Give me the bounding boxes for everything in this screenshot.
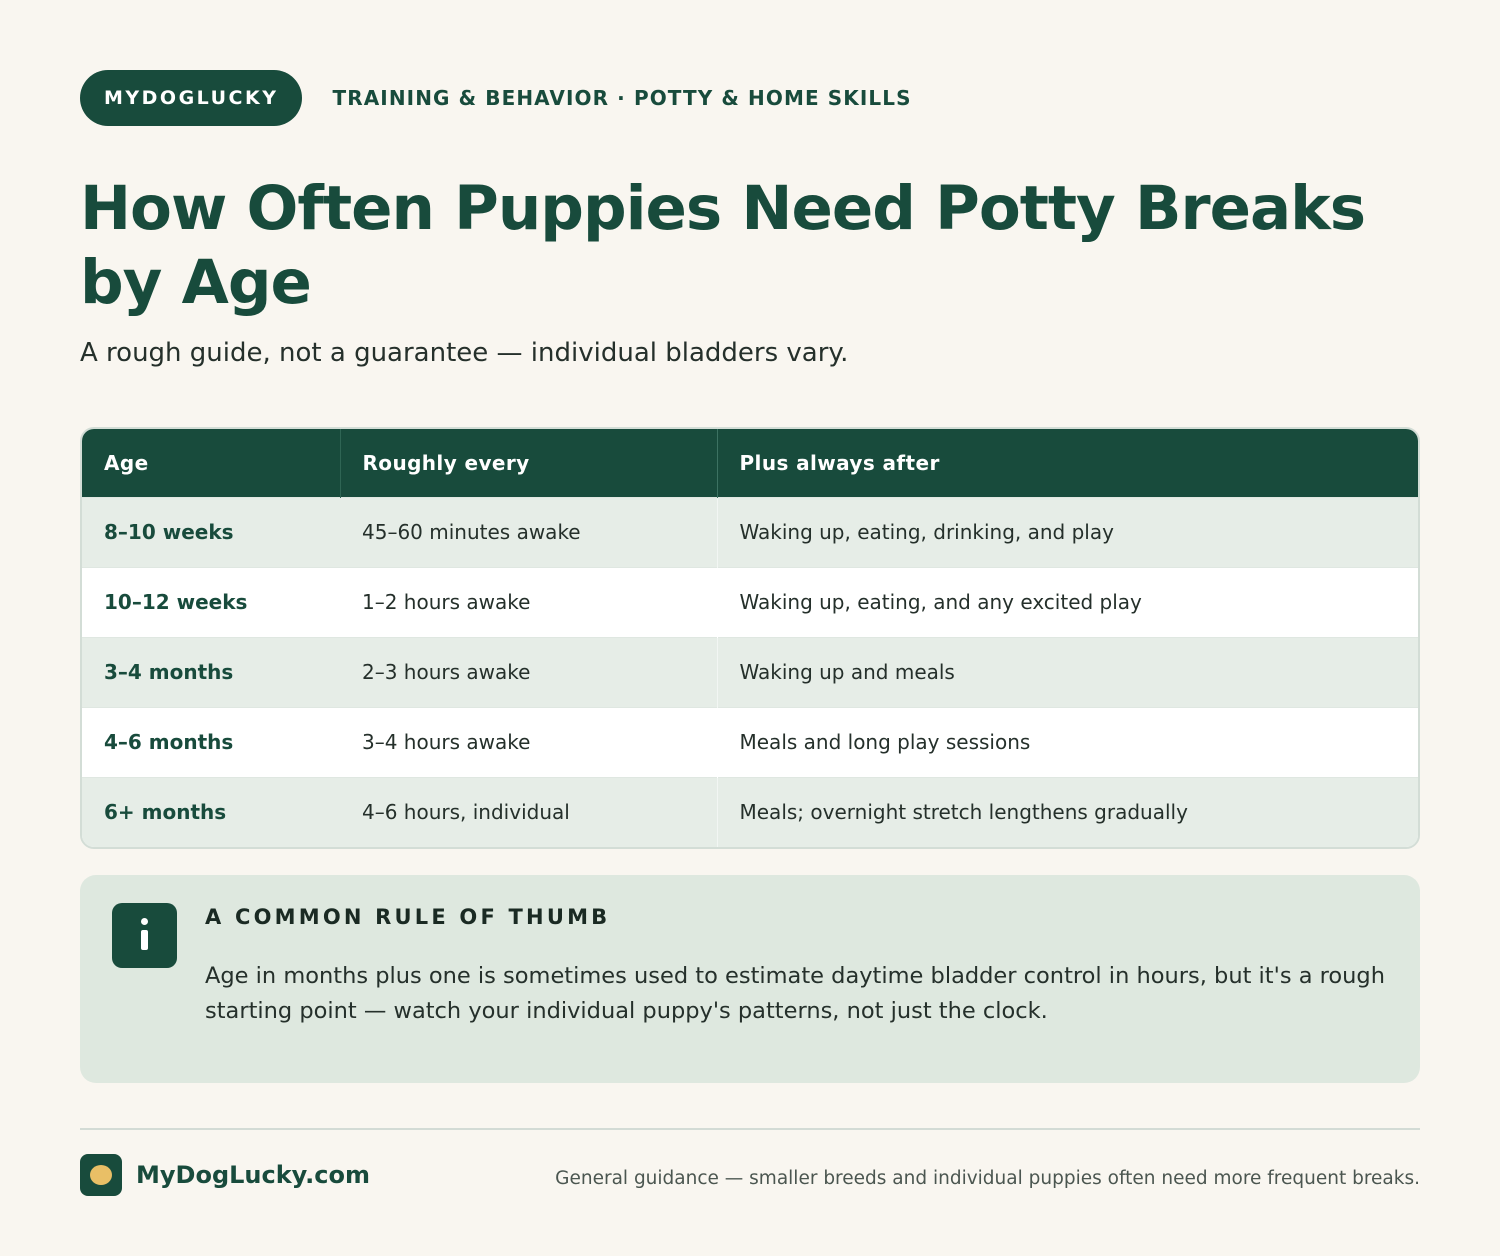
cell-after: Waking up and meals [717, 637, 1418, 707]
header-roughly-every: Roughly every [340, 429, 717, 497]
logo-icon [80, 1154, 122, 1196]
table-row [82, 567, 1418, 637]
page-subtitle: A rough guide, not a guarantee — individual bladders vary. [80, 338, 849, 368]
site-name[interactable]: MyDogLucky.com [136, 1161, 370, 1189]
callout-body: Age in months plus one is sometimes used to estimate daytime bladder control in hours, but it's a rough starting point — watch your individual puppy's patterns, not just the clock. [205, 963, 1385, 1024]
cell-interval: 3–4 hours awake [340, 707, 717, 777]
cell-age: 3–4 months [82, 637, 340, 707]
potty-schedule-table [80, 427, 1420, 849]
table-row [82, 637, 1418, 707]
callout-heading: A COMMON RULE OF THUMB [205, 905, 611, 929]
cell-interval: 4–6 hours, individual [340, 777, 717, 847]
cell-age: 4–6 months [82, 707, 340, 777]
header-row [80, 70, 912, 126]
cell-after: Meals; overnight stretch lengthens gradually [717, 777, 1418, 847]
category-breadcrumb[interactable]: TRAINING & BEHAVIOR · POTTY & HOME SKILLS [332, 86, 912, 110]
cell-age: 6+ months [82, 777, 340, 847]
cell-after: Waking up, eating, and any excited play [717, 567, 1418, 637]
cell-after: Meals and long play sessions [717, 707, 1418, 777]
table-row [82, 497, 1418, 567]
cell-interval: 2–3 hours awake [340, 637, 717, 707]
info-icon [112, 903, 177, 968]
cell-age: 10–12 weeks [82, 567, 340, 637]
brand-pill[interactable]: MYDOGLUCKY [80, 70, 302, 126]
cell-interval: 1–2 hours awake [340, 567, 717, 637]
footer-divider [80, 1128, 1420, 1130]
cell-interval: 45–60 minutes awake [340, 497, 717, 567]
table-header-row [82, 429, 1418, 497]
header-plus-always-after: Plus always after [717, 429, 1418, 497]
footer-note: General guidance — smaller breeds and individual puppies often need more frequent breaks. [555, 1168, 1420, 1189]
footer-brand[interactable] [80, 1154, 370, 1196]
cell-age: 8–10 weeks [82, 497, 340, 567]
table-row [82, 777, 1418, 847]
page-title: How Often Puppies Need Potty Breaks by Age [80, 173, 1366, 318]
cell-after: Waking up, eating, drinking, and play [717, 497, 1418, 567]
table-row [82, 707, 1418, 777]
rule-of-thumb-callout [80, 875, 1420, 1083]
header-age: Age [82, 429, 340, 497]
